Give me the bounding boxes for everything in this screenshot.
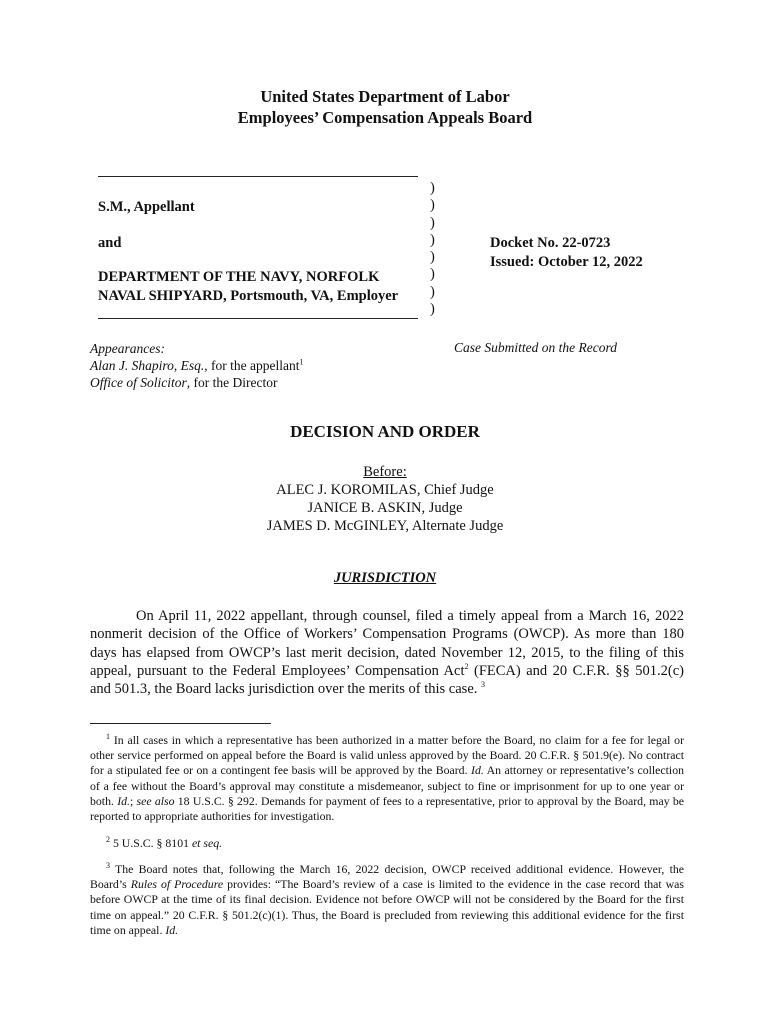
docket-block <box>490 234 643 272</box>
footnote-2-et-seq: et seq. <box>191 836 223 850</box>
caption-top-rule <box>98 176 418 177</box>
jurisdiction-paragraph <box>90 607 684 698</box>
case-caption <box>90 172 730 327</box>
appearances-heading: Appearances: <box>90 341 165 356</box>
director-name: Office of Solicitor <box>90 375 187 390</box>
footnote-3 <box>90 862 684 938</box>
director-role: , for the Director <box>186 375 278 390</box>
footnote-3-number: 3 <box>106 861 110 871</box>
submitted-on-record: Case Submitted on the Record <box>454 340 617 355</box>
jurisdiction-heading: JURISDICTION <box>333 570 437 586</box>
panel-block <box>0 463 770 535</box>
judge-1: ALEC J. KOROMILAS, Chief Judge <box>276 482 494 498</box>
appearances <box>90 340 303 391</box>
footnote-ref-1[interactable]: 1 <box>299 357 304 367</box>
footnote-ref-2[interactable]: 2 <box>464 662 469 672</box>
footnote-1-see-also: see also <box>136 793 175 808</box>
docket-number: Docket No. 22-0723 <box>490 235 611 251</box>
caption-parentheses: ) ) ) ) ) ) ) ) <box>430 180 435 318</box>
paragraph-text-2: (FECA) and 20 C.F.R. §§ 501.2(c) and 501.3, the Board lacks jurisdiction over the merits of this case. <box>90 662 684 698</box>
judge-2: JANICE B. ASKIN, Judge <box>307 500 463 516</box>
footnote-3-rules-of-procedure: Rules of Procedure <box>130 877 224 892</box>
rep-role: , for the appellant <box>204 358 300 373</box>
judge-3: JAMES D. McGINLEY, Alternate Judge <box>266 518 504 534</box>
footnote-separator <box>90 723 271 724</box>
footnote-3-text-a: The Board notes that, following the March 16, 2022 decision, OWCP received additional evidence. However, the Board’s <box>90 862 684 892</box>
paragraph-text-1: On April 11, 2022 appellant, through counsel, filed a timely appeal from a March 16, 2022 nonmerit decision of the Office of Workers’ Compensation Programs (OWCP). As more than 180 days has elapsed from OWCP’s last merit decision, dated November 12, 2015, to the filing of this appeal, pursuant to the Federal Employees’ Compensation Act <box>90 608 684 679</box>
employer-line-2: NAVAL SHIPYARD, Portsmouth, VA, Employer <box>98 288 399 304</box>
agency-title: United States Department of Labor <box>260 87 510 106</box>
caption-bottom-rule <box>98 318 418 319</box>
footnote-ref-3[interactable]: 3 <box>481 680 486 690</box>
footnote-1 <box>90 733 684 824</box>
footnote-2-number: 2 <box>106 835 110 845</box>
board-title: Employees’ Compensation Appeals Board <box>237 108 533 127</box>
footnote-1-number: 1 <box>106 732 110 742</box>
decision-title: DECISION AND ORDER <box>290 422 480 441</box>
footnote-1-text-a: In all cases in which a representative has been authorized in a matter before the Board, no claim for a fee for legal or other service performed on appeal before the Board is valid unless approved by the Board. 20 C.F.R. § 501.9(e). No contract for a stipulated fee or on a contingent fee basis will be approved by the Board. <box>90 733 685 778</box>
employer-line-1: DEPARTMENT OF THE NAVY, NORFOLK <box>98 269 380 285</box>
footnote-1-semicolon: ; <box>129 793 137 808</box>
footnote-1-text-c: 18 U.S.C. § 292. Demands for payment of fees to a representative, prior to approval by the Board, may be reported to appropriate authorities for investigation. <box>90 793 684 824</box>
footnote-2 <box>90 836 684 851</box>
footnote-2-text: 5 U.S.C. § 8101 <box>112 836 192 850</box>
footnote-3-id: Id. <box>165 922 179 937</box>
and-label: and <box>98 235 122 251</box>
rep-name: Alan J. Shapiro, Esq. <box>90 358 205 373</box>
before-label: Before: <box>363 464 407 480</box>
footnote-1-id: Id. <box>471 763 484 778</box>
footnote-3-text-b: provides: “The Board’s review of a case is limited to the evidence in the case record that was before OWCP at the time of its final decision. Evidence not before OWCP will not be considered by the Board for the first time on appeal.” 20 C.F.R. § 501.2(c)(1). Thus, the Board is precluded from reviewing this additional evidence for the first time on appeal. <box>90 877 684 937</box>
appellant-name: S.M., Appellant <box>98 199 195 215</box>
issued-date: Issued: October 12, 2022 <box>490 254 643 270</box>
footnote-1-id-2: Id. <box>117 793 130 808</box>
footnote-1-text-b: An attorney or representative’s collection of a fee without the Board’s approval may constitute a misdemeanor, subject to fine or imprisonment for up to one year or both. <box>90 763 684 808</box>
